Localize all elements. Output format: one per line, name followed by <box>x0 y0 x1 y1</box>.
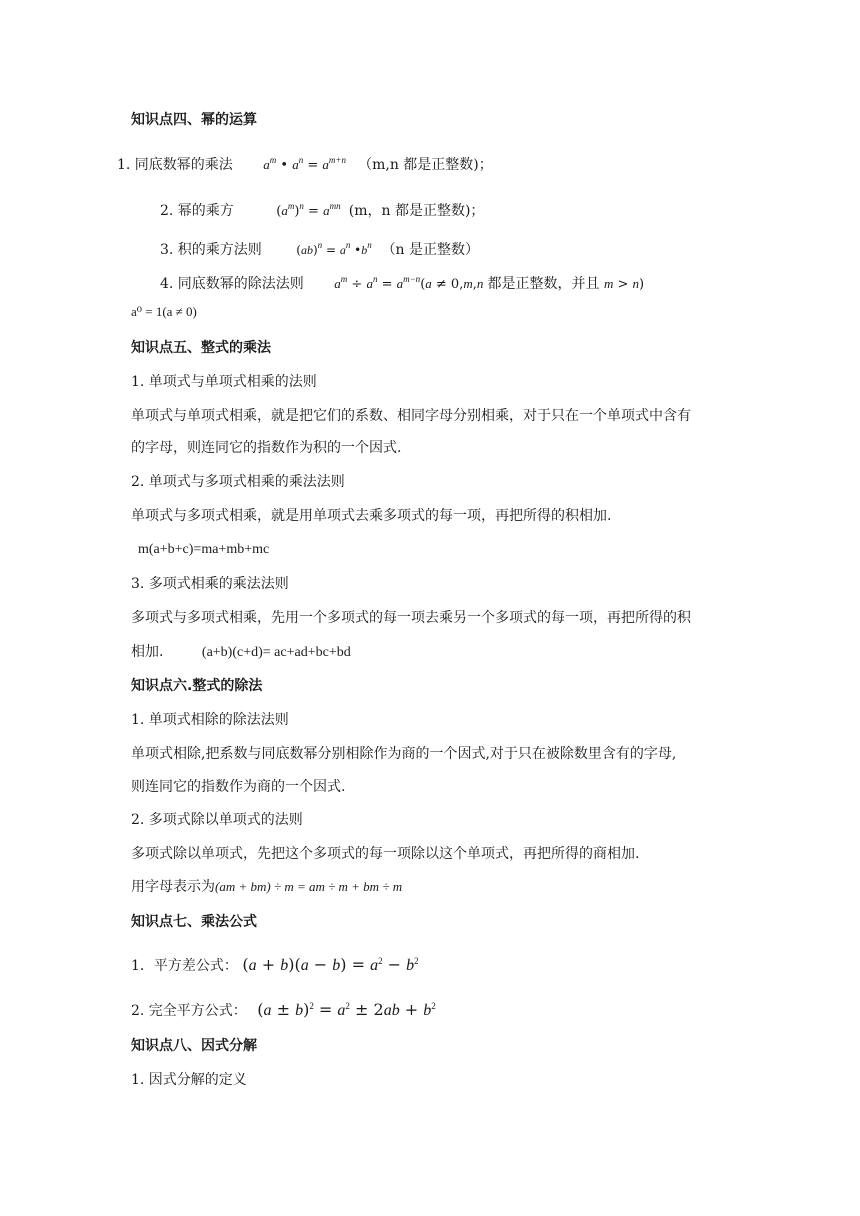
sec5-item-2-formula: m(a+b+c)=ma+mb+mc <box>138 542 270 557</box>
sec5-item-3-text-line-2 <box>131 642 351 663</box>
sec8-item-1-title: 1. 因式分解的定义 <box>131 1072 247 1088</box>
sec6-item-2-text-line-1: 多项式除以单项式，先把这个多项式的每一项除以这个单项式，再把所得的商相加. <box>131 846 640 862</box>
difference-of-squares-formula: $(a + b)(a - b) = a^2 - b^2$ <box>242 955 419 974</box>
sec5-item-2-text: 单项式与多项式相乘，就是用单项式去乘多项式的每一项，再把所得的积相加. <box>131 508 612 524</box>
sec5-item-3-title: 3. 多项式相乘的乘法法则 <box>131 576 289 592</box>
section-4-heading: 知识点四、幂的运算 <box>131 112 257 128</box>
formula-2-row <box>131 996 436 1021</box>
rule-1-note: （m,n 都是正整数)； <box>358 157 493 173</box>
sec5-item-1-title: 1. 单项式与单项式相乘的法则 <box>131 374 317 390</box>
rule-3-row <box>160 235 479 260</box>
rule-3-note: （n 是正整数） <box>381 242 480 258</box>
section-6-heading: 知识点六.整式的除法 <box>131 678 263 694</box>
sec6-item-2-label: 用字母表示为 <box>131 879 215 895</box>
sec5-item-3-text-end: 相加. <box>131 644 164 660</box>
sec5-item-3-text-line-1: 多项式与多项式相乘，先用一个多项式的每一项去乘另一个多项式的每一项，再把所得的积 <box>131 610 691 626</box>
section-5-heading: 知识点五、整式的乘法 <box>131 340 271 356</box>
rule-4-note: 都是正整数，并且 <box>487 276 600 292</box>
formula-1-label: 1．平方差公式： <box>131 958 238 974</box>
zero-exponent-rule: a⁰ = 1(a ≠ 0) <box>131 304 197 319</box>
rule-4-label: 4. 同底数幂的除法法则 <box>160 276 304 292</box>
rule-2-note: (m，n 都是正整数)； <box>348 203 485 219</box>
rule-1-formula: $a^m$ • $a^n = a^{m+n}$ <box>263 155 346 173</box>
rule-2-label: 2. 幂的乘方 <box>160 203 234 219</box>
sec6-item-2-title: 2. 多项式除以单项式的法则 <box>131 812 303 828</box>
sec6-item-1-text-line-1: 单项式相除,把系数与同底数幂分别相除作为商的一个因式,对于只在被除数里含有的字母, <box>131 746 677 762</box>
rule-4-row <box>160 269 644 295</box>
formula-2-label: 2. 完全平方公式： <box>131 1003 247 1019</box>
sec6-item-2-formula: (am + bm) ÷ m = am ÷ m + bm ÷ m <box>215 879 403 894</box>
rule-2-formula: $(a^m)^n = a^{mn}$ <box>276 201 341 219</box>
formula-1-row <box>131 951 419 976</box>
rule-1-label: 1. 同底数幂的乘法 <box>117 157 233 173</box>
rule-4-formula: $a^m \div a^n = a^{m-n}(a \ne 0,m,n$ <box>334 274 484 292</box>
sec5-item-2-title: 2. 单项式与多项式相乘的乘法法则 <box>131 474 345 490</box>
rule-3-label: 3. 积的乘方法则 <box>160 242 262 258</box>
sec5-item-3-formula: (a+b)(c+d)= ac+ad+bc+bd <box>201 645 351 660</box>
rule-4-condition: m > n) <box>603 276 645 292</box>
rule-2-row <box>160 196 484 222</box>
sec6-item-1-text-line-2: 则连同它的指数作为商的一个因式. <box>131 779 346 795</box>
perfect-square-formula: $(a \pm b)^2 = a^2 \pm 2ab + b^2$ <box>257 1000 436 1019</box>
section-7-heading: 知识点七、乘法公式 <box>131 914 257 930</box>
rule-3-formula: $(ab)^n = a^n$ $•b^n$ <box>296 240 372 257</box>
sec6-item-1-title: 1. 单项式相除的除法法则 <box>131 712 289 728</box>
section-8-heading: 知识点八、因式分解 <box>131 1038 257 1054</box>
rule-1-row <box>117 150 493 176</box>
sec6-item-2-text-line-2 <box>131 877 402 897</box>
sec5-item-1-text-line-2: 的字母，则连同它的指数作为积的一个因式. <box>131 440 402 456</box>
sec5-item-1-text-line-1: 单项式与单项式相乘，就是把它们的系数、相同字母分别相乘，对于只在一个单项式中含有 <box>131 408 691 424</box>
